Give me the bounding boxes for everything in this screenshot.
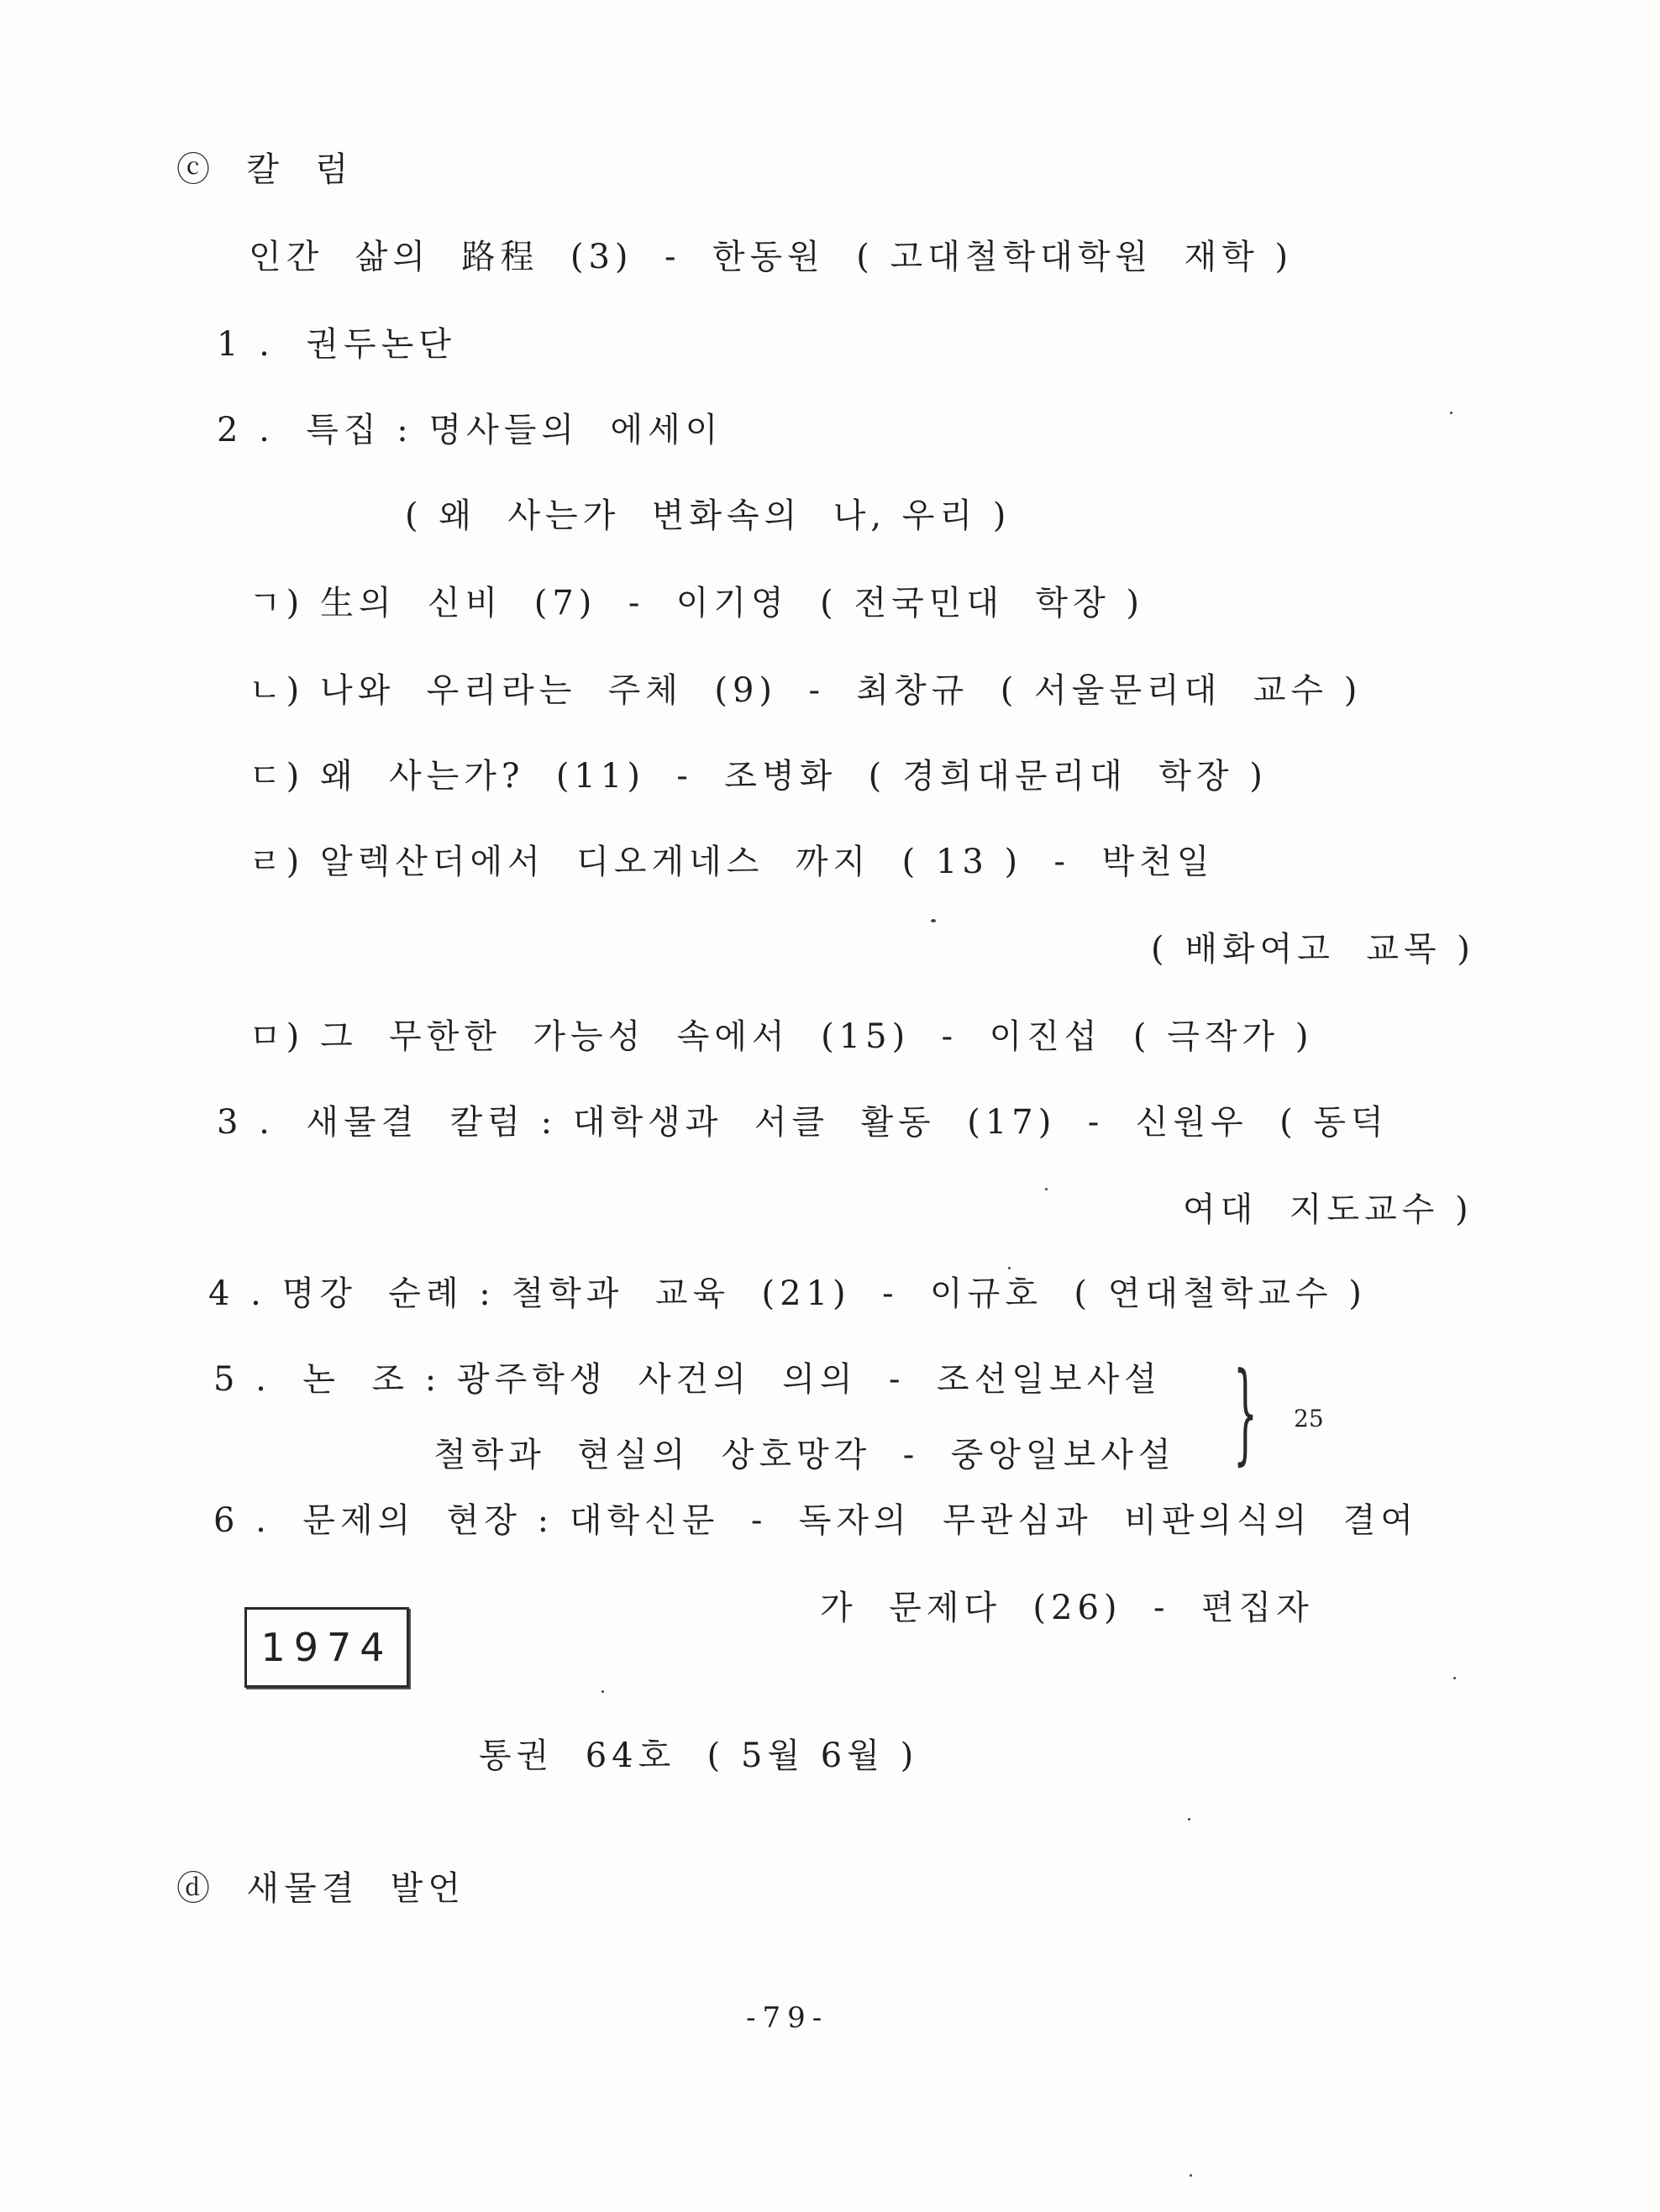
year-box <box>244 1607 409 1688</box>
toc-item-2: 2 . 특집 : 명사들의 에세이 <box>217 411 723 449</box>
toc-subitem-e: ㅁ) 그 무한한 가능성 속에서 (15) - 이진섭 ( 극작가 ) <box>249 1017 1314 1056</box>
toc-item-5a: 5 . 논 조 : 광주학생 사건의 의의 - 조선일보사설 <box>213 1360 1162 1399</box>
toc-item-4: 4 . 명강 순례 : 철학과 교육 (21) - 이규호 ( 연대철학교수 ) <box>208 1274 1367 1313</box>
year-label: 1974 <box>260 1625 393 1670</box>
scan-speck <box>1190 2174 1192 2177</box>
scan-speck <box>1453 1677 1456 1679</box>
scan-speck <box>1450 412 1452 414</box>
scan-speck <box>1045 1188 1048 1190</box>
item-5-brace: } <box>1233 1348 1258 1476</box>
toc-item-3-affiliation: 여대 지도교수 ) <box>1183 1190 1474 1229</box>
scan-speck <box>601 1690 604 1693</box>
toc-item-1: 1 . 권두논단 <box>217 325 456 364</box>
scan-speck <box>931 919 936 922</box>
toc-subitem-c: ㄷ) 왜 사는가? (11) - 조병화 ( 경희대문리대 학장 ) <box>249 757 1268 796</box>
toc-subitem-b: ㄴ) 나와 우리라는 주체 (9) - 최창규 ( 서울문리대 교수 ) <box>249 671 1363 710</box>
page-number: -79- <box>746 2001 829 2035</box>
toc-item-2-subtitle: ( 왜 사는가 변화속의 나, 우리 ) <box>405 497 1011 535</box>
column-lead: 인간 삶의 路程 (3) - 한동원 ( 고대철학대학원 재학 ) <box>249 238 1294 276</box>
toc-subitem-a: ㄱ) 生의 신비 (7) - 이기영 ( 전국민대 학장 ) <box>249 584 1145 623</box>
toc-item-5b: 철학과 현실의 상호망각 - 중앙일보사설 <box>433 1436 1176 1474</box>
toc-item-3: 3 . 새물결 칼럼 : 대학생과 서클 활동 (17) - 신원우 ( 동덕 <box>217 1103 1389 1142</box>
section-c-heading: ⓒ 칼 럼 <box>176 150 354 189</box>
toc-subitem-d: ㄹ) 알렉산더에서 디오게네스 까지 ( 13 ) - 박천일 <box>249 843 1215 881</box>
toc-subitem-d-affiliation: ( 배화여고 교목 ) <box>1151 930 1475 969</box>
issue-line: 통권 64호 ( 5월 6월 ) <box>479 1736 919 1775</box>
scan-speck <box>1008 1267 1011 1269</box>
toc-item-6: 6 . 문제의 현장 : 대학신문 - 독자의 무관심과 비판의식의 결여 <box>213 1501 1419 1540</box>
section-d-heading: ⓓ 새물결 발언 <box>176 1869 466 1908</box>
scan-speck <box>1188 1818 1190 1821</box>
toc-item-5-page: 25 <box>1294 1405 1324 1432</box>
toc-item-6-continued: 가 문제다 (26) - 편집자 <box>820 1589 1314 1627</box>
